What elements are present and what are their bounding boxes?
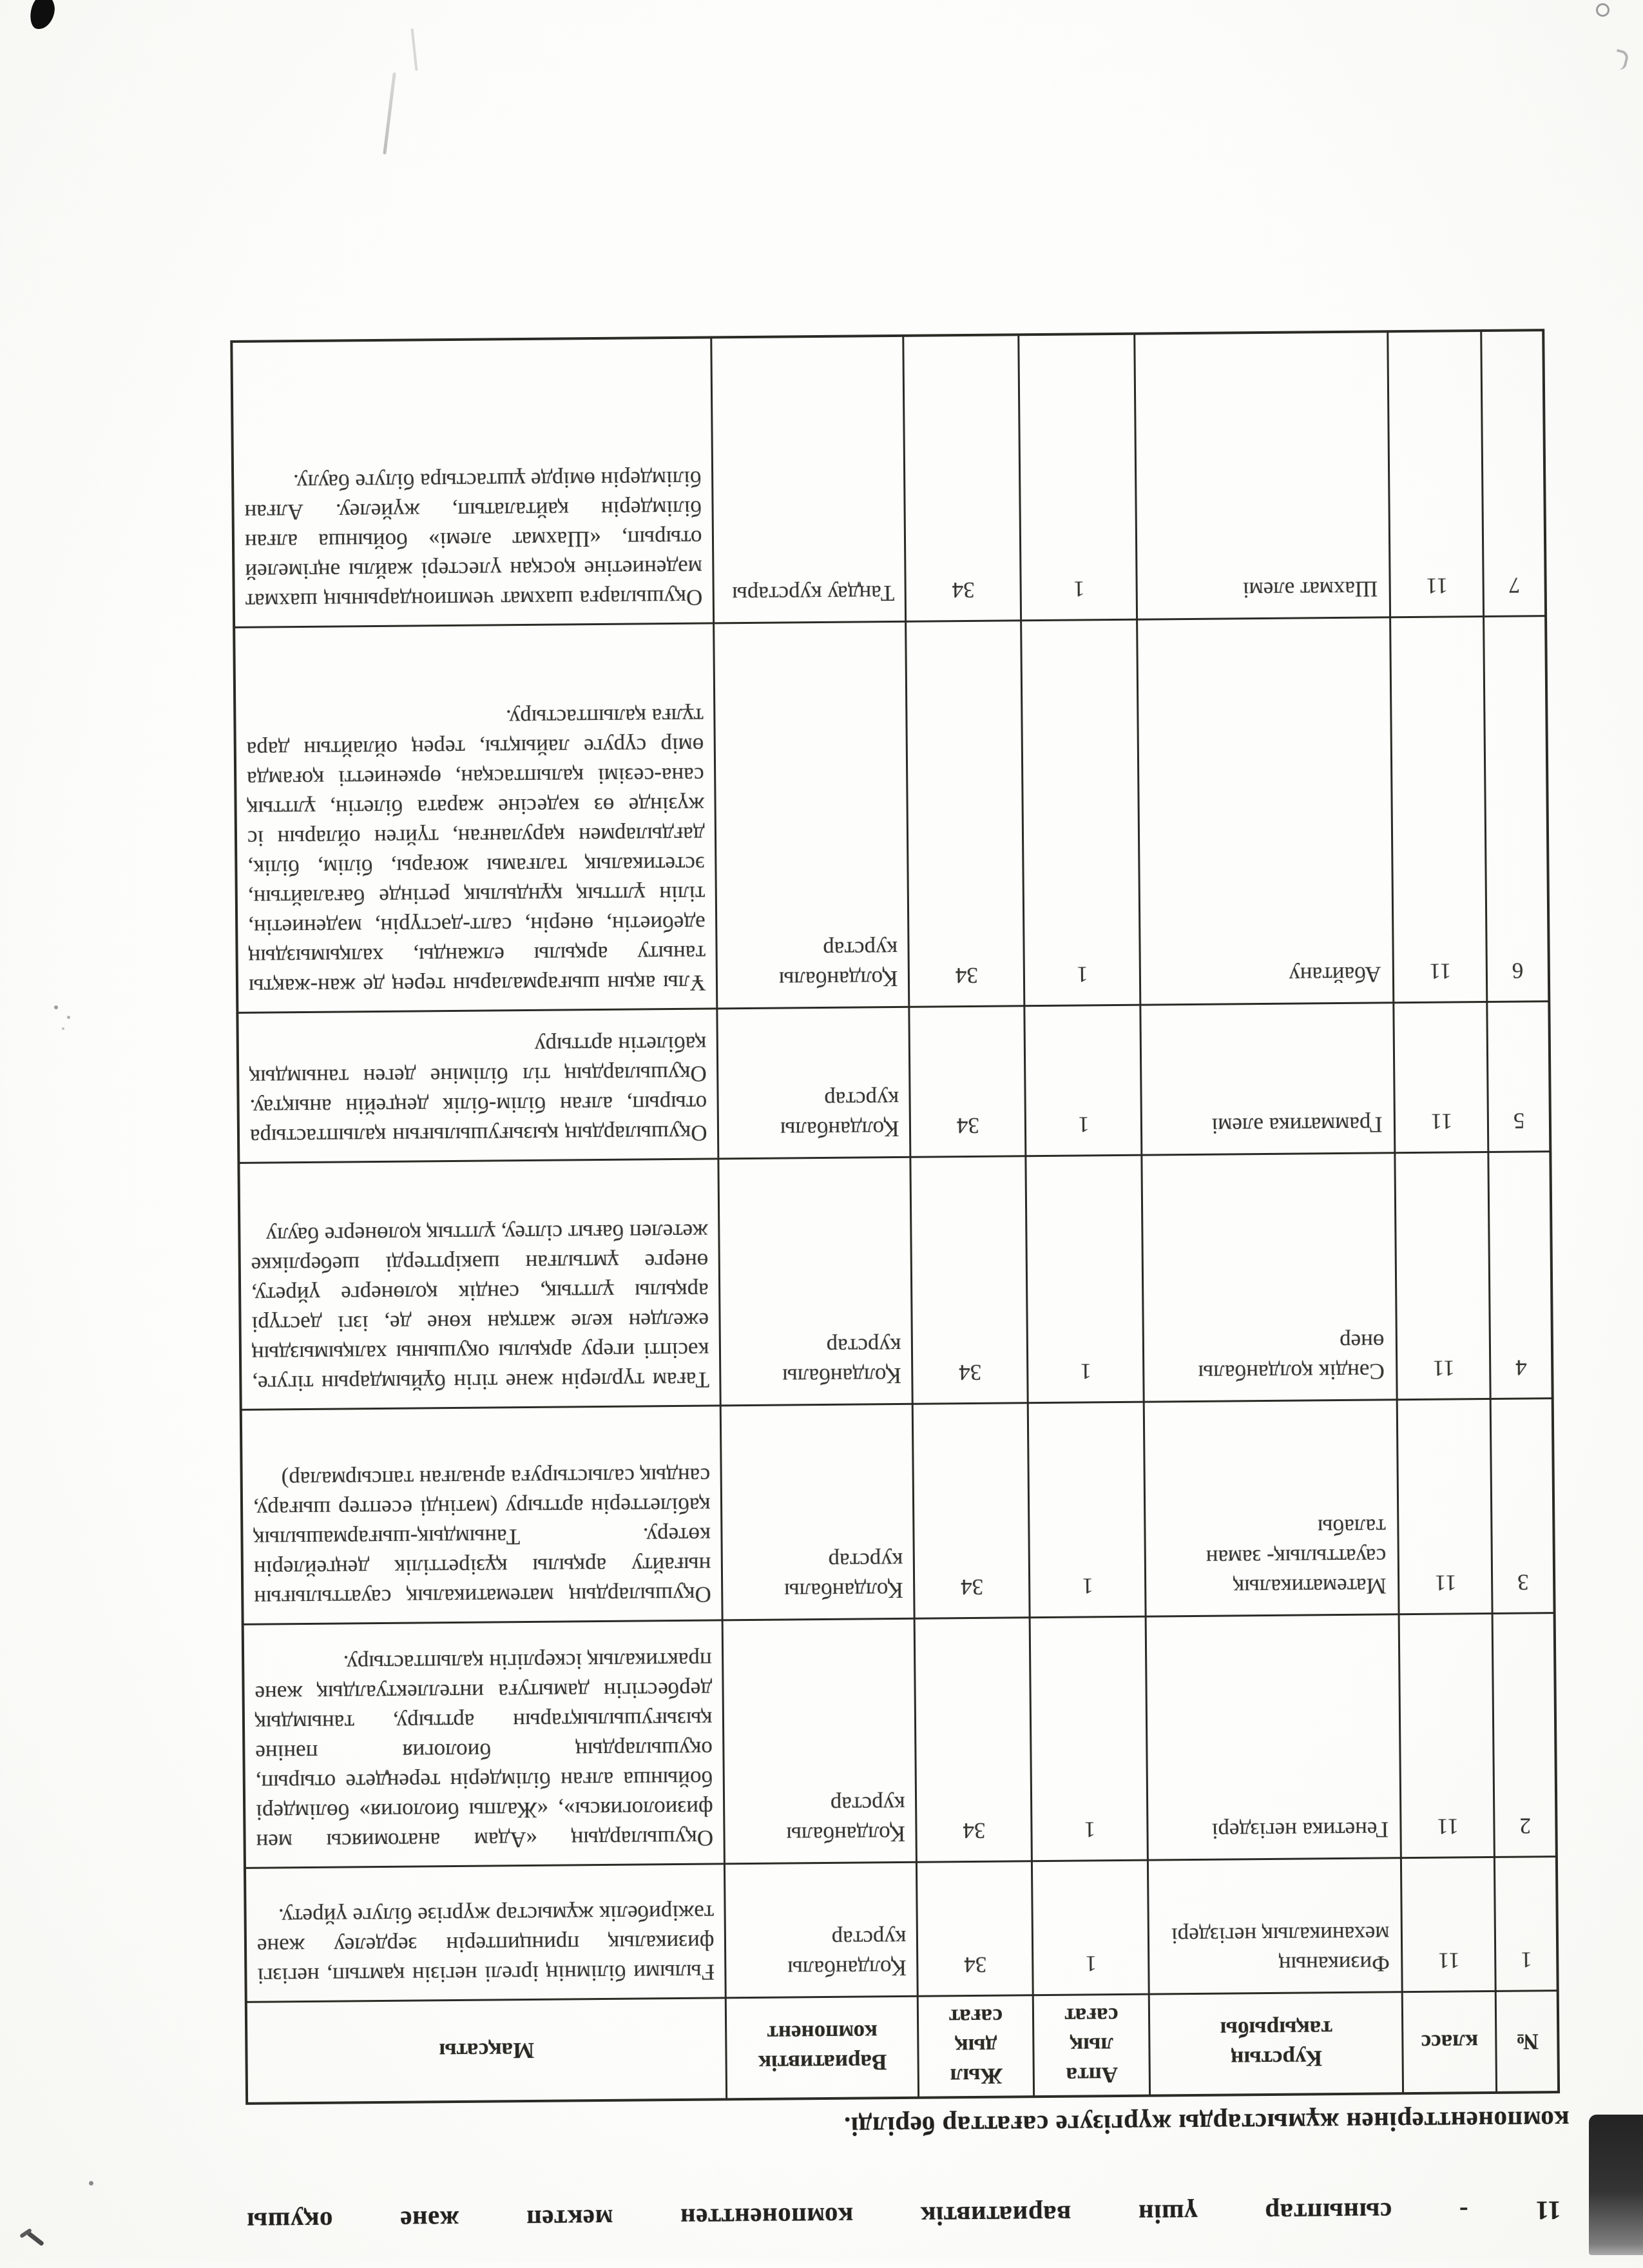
cell-course-topic: Шахмат әлемі: [1135, 332, 1390, 619]
cell-goal: Оқушылардың «Адам анатомиясы мен физиологиясы», «Жалпы биология» бөлімдері бойынша алған білімдерін тереңдете отырып, оқушылардың биология пәніне қызығушылықтарын арттыру, танымдық дербестігін дамытуға интеллектуалдық және практикалық іскерлігін қалыптастыру.: [243, 1620, 725, 1868]
cell-class: 11: [1399, 1613, 1495, 1857]
cell-class: 11: [1398, 1399, 1493, 1614]
cell-yearly-hours: 34: [903, 335, 1021, 622]
scan-pen-mark-bottom-left: [19, 2225, 49, 2251]
cell-number: 1: [1495, 1857, 1558, 1992]
table-header-row: [246, 1991, 1559, 2104]
col-header-variative-component: Вариативтік компонент: [726, 1996, 919, 2099]
scan-speck: [54, 1005, 58, 1009]
table-row: [237, 1002, 1550, 1163]
cell-class: 11: [1401, 1857, 1496, 1992]
cell-goal: Оқушыларға шахмат чемпиондарының шахмат мәдениетіне қосқан үлестері жайлы әңгімелей отырып, «Шахмат әлемі» бойынша алған білімдерін қайталатып, жүйелеу. Алған білімдерін өмірде ұштастыра білуге баулу.: [231, 338, 714, 627]
scan-shadow-band-bottom-right: [1589, 2115, 1643, 2255]
col-header-weekly-hours: Апта лық сағат: [1033, 1994, 1150, 2097]
cell-course-topic: Грамматика әлемі: [1140, 1003, 1395, 1155]
table-row: [243, 1613, 1557, 1868]
cell-class: 11: [1390, 616, 1487, 1002]
cell-goal: Оқушылардың математикалық сауаттылығын нығайту арқылы құзіреттілік деңгейлерін көтеру. Танымдық-шығармашылық қабілеттерін арттыру (мәтінді есептер шығару, сандық салыстыруға арналған тапсырмалар): [241, 1406, 723, 1624]
cell-number: 3: [1491, 1399, 1555, 1614]
cell-yearly-hours: 34: [909, 1006, 1026, 1158]
cell-class: 11: [1394, 1002, 1488, 1152]
table-row: [245, 1857, 1558, 2002]
cell-goal: Тағам түрлерін және тігін бұйымдарын тігуге, кәсіпті игеру арқылы оқушыны халқымыздың ежелден келе жатқан көне де, ізгі дәстүрі арқылы ұлттық, сәндік қолөнерге үйрету, өнерге ұмтылған шәкірттерді шеберлікке жетелеп бағыт сілтеу, ұлттық қолөнерге баулу: [238, 1159, 720, 1410]
cell-weekly-hours: 1: [1021, 619, 1140, 1006]
cell-course-topic: Абайтану: [1137, 617, 1394, 1005]
cell-yearly-hours: 34: [910, 1156, 1028, 1404]
col-header-yearly-hours: Жыл дық сағат: [918, 1995, 1034, 2098]
cell-number: 5: [1487, 1002, 1550, 1152]
cell-goal: Ұлы ақын шығармаларын терең де жан-жақты таныту арқылы елжанды, халқымыздың әдебиетін, өнерін, салт-дәстүрін, мәдениетін, тілін ұлттық құндылық ретінде бағалайтын, эстетикалық талғамы жоғары, білім, білік, дағдылармен қаруланған, түйген ойларын іс жүзінде өз кәдесіне жарата білетін, ұлттық сана-сезімі қалыптасқан, өркениетті қоғамда өмір сүруге лайықты, терең ойлайтын дара тұлға қалыптастыру.: [234, 623, 717, 1013]
cell-number: 2: [1493, 1613, 1557, 1857]
cell-course-topic: Сәндік қолданбалы өнер: [1142, 1153, 1397, 1402]
cell-component: Қолданбалы курстар: [717, 1007, 910, 1159]
cell-course-topic: Физиканың механикалық негіздері: [1148, 1858, 1403, 1994]
cell-component: Қолданбалы курстар: [723, 1618, 917, 1864]
scan-speck: [62, 1027, 64, 1030]
cell-class: 11: [1395, 1152, 1490, 1399]
scan-dot-bottom-left: [89, 2181, 93, 2186]
cell-weekly-hours: 1: [1032, 1860, 1149, 1995]
col-header-class: класс: [1403, 1991, 1497, 2093]
scan-ring-mark-top-right: [1596, 3, 1609, 17]
col-header-goal: Мақсаты: [246, 1998, 727, 2104]
col-header-course-topic: Курстың тақырыбы: [1149, 1992, 1403, 2096]
table-row: [234, 616, 1549, 1013]
table-row: [241, 1399, 1555, 1625]
cell-course-topic: Математикалық сауаттылық- заман талабы: [1144, 1400, 1399, 1616]
cell-goal: Ғылыми білімнің іргелі негізін қамтып, негізгі физикалық принциптерін зерделеу және тәжірибелік жұмыстар жүргізе білуге үйрету.: [245, 1864, 726, 2002]
table-row: [238, 1152, 1552, 1410]
cell-class: 11: [1388, 331, 1484, 617]
cell-yearly-hours: 34: [913, 1403, 1030, 1619]
cell-component: Қолданбалы курстар: [725, 1862, 918, 1998]
document-title-line-2: компоненттерінен жұмыстарды жүргізуге сағаттар берілді.: [843, 2105, 1570, 2142]
cell-component: Қолданбалы курстар: [721, 1404, 915, 1620]
cell-weekly-hours: 1: [1024, 1005, 1142, 1156]
cell-component: Қолданбалы курстар: [718, 1157, 912, 1406]
cell-weekly-hours: 1: [1019, 334, 1137, 621]
cell-yearly-hours: 34: [906, 621, 1024, 1007]
cell-number: 4: [1488, 1152, 1552, 1399]
document-title-line-1: 11 - сыныптар үшін вариативтік компоненттен мектеп және оқушы: [246, 2196, 1561, 2237]
cell-component: Қолданбалы курстар: [714, 621, 909, 1009]
scan-speck: [67, 1016, 70, 1019]
cell-weekly-hours: 1: [1026, 1155, 1144, 1403]
curriculum-table: [230, 329, 1560, 2105]
cell-number: 6: [1484, 616, 1549, 1002]
cell-component: Таңдау курстары: [711, 336, 906, 623]
cell-course-topic: Генетика негіздері: [1146, 1614, 1401, 1860]
document-sheet: [230, 329, 1570, 2240]
cell-goal: Оқушылардың қызығушылығын қалыптастыра отырып, алған білім-білік деңгейін анықтау. Оқушылардың тіл біліміне деген танымдық қабілетін арттыру: [237, 1009, 718, 1163]
cell-number: 7: [1481, 331, 1546, 617]
table-row: [231, 331, 1546, 628]
cell-weekly-hours: 1: [1028, 1402, 1146, 1618]
col-header-number: №: [1496, 1991, 1559, 2093]
cell-weekly-hours: 1: [1030, 1616, 1148, 1861]
cell-yearly-hours: 34: [915, 1618, 1032, 1863]
cell-yearly-hours: 34: [917, 1861, 1033, 1997]
